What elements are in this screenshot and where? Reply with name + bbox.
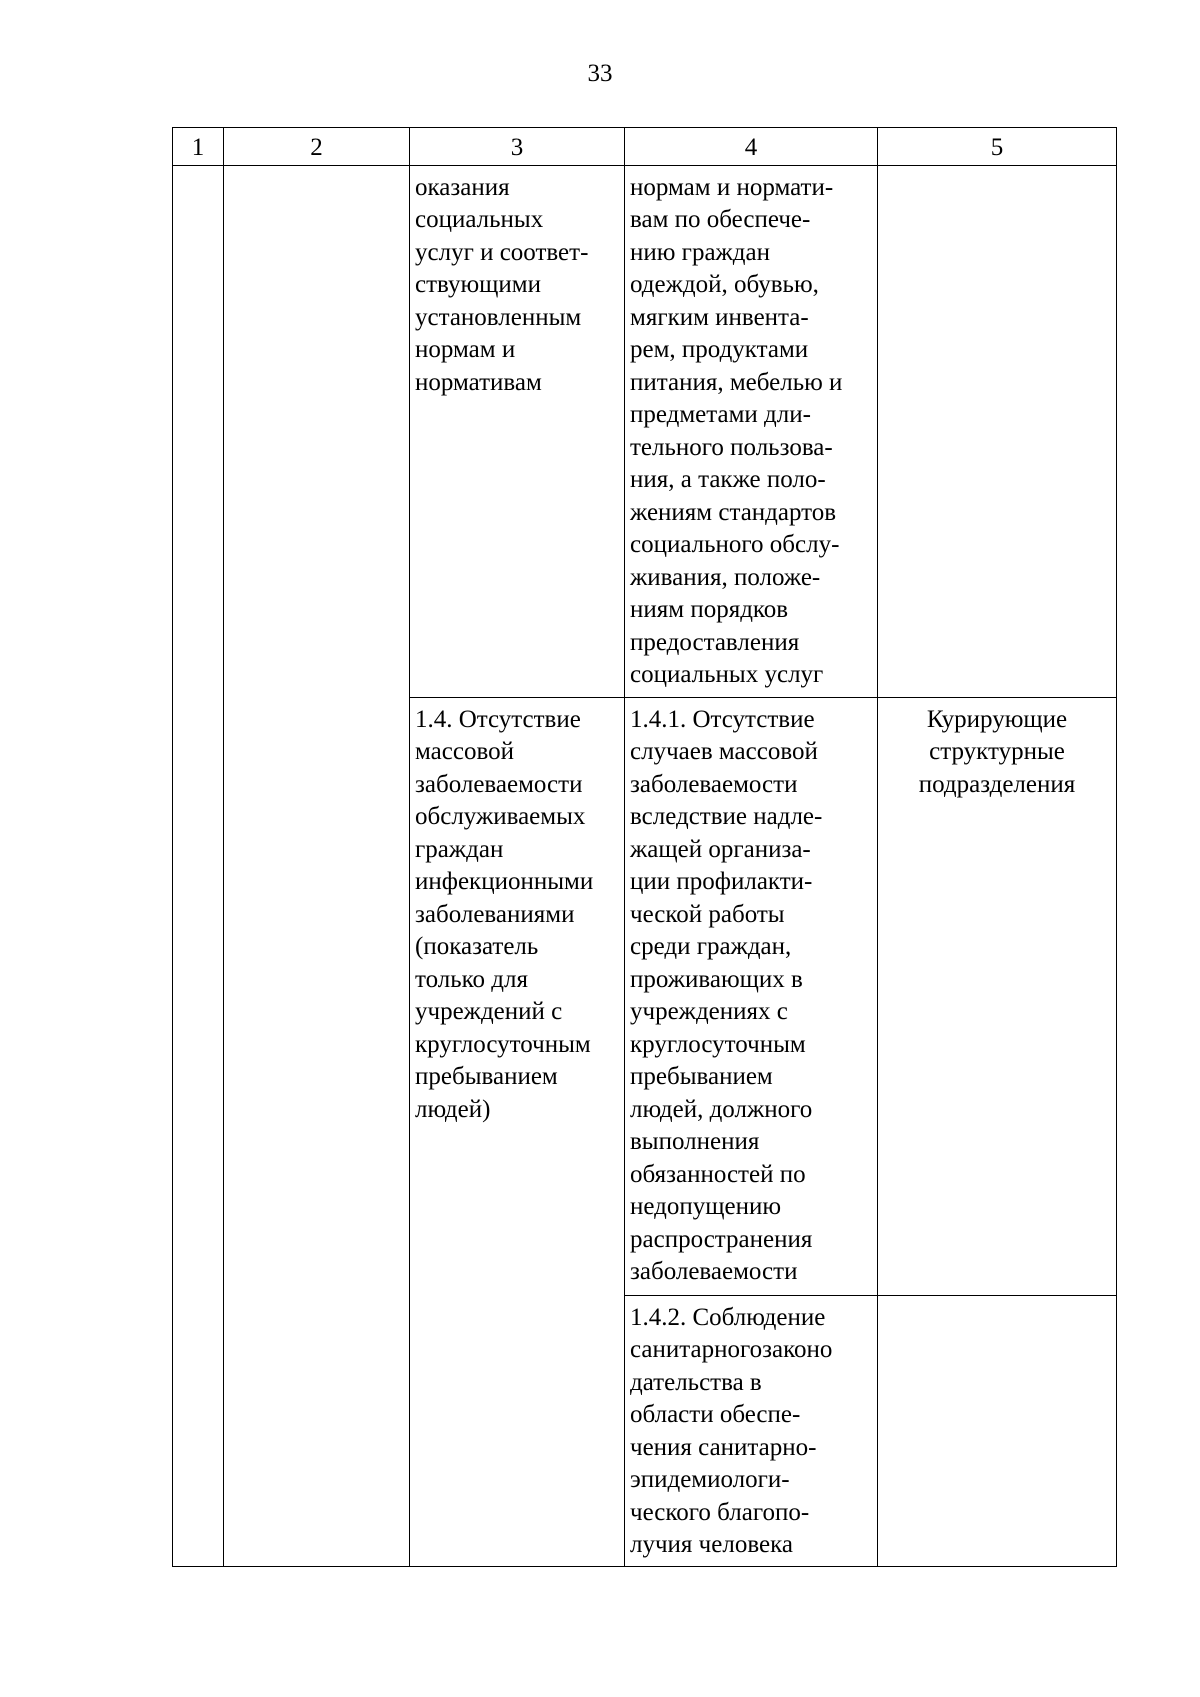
- criterion-1-4-cell: 1.4. Отсутствие массовой заболеваемости обслуживаемых граждан инфекционными заболеваниями (показатель только для учреждений с круглосуточным пребыванием людей): [410, 697, 625, 1566]
- criterion-continuation-cell: оказания социальных услуг и соответ- ствующими установленным нормам и нормативам: [410, 165, 625, 697]
- header-col-4: 4: [625, 128, 878, 166]
- indicator-1-4-1-cell: 1.4.1. Отсутствие случаев массовой заболеваемости вследствие надле- жащей организа- ции профилакти- ческой работы среди граждан, проживающих в учреждениях с круглосуточным пребыванием людей, должного выполнения обязанностей по недопущению распространения заболеваемости: [625, 697, 878, 1295]
- col2-cell: [224, 165, 410, 1566]
- indicator-continuation-cell: нормам и нормати- вам по обеспече- нию граждан одеждой, обувью, мягким инвента- рем, продуктами питания, мебелью и предметами дли- тельного пользова- ния, а также поло- жениям стандартов социального обслу- живания, положе- ниям порядков предоставления социальных услуг: [625, 165, 878, 697]
- table-header-row: [173, 128, 1117, 166]
- header-col-5: 5: [878, 128, 1117, 166]
- document-table: [172, 127, 1117, 1567]
- indicator-1-4-2-cell: 1.4.2. Соблюдение санитарногозаконо дательства в области обеспе- чения санитарно- эпидемиологи- ческого благопо- лучия человека: [625, 1295, 878, 1566]
- table-row: [173, 165, 1117, 697]
- header-col-2: 2: [224, 128, 410, 166]
- responsible-cell: [878, 165, 1117, 697]
- col1-cell: [173, 165, 224, 1566]
- responsible-units-cell: Курирующие структурные подразделения: [878, 697, 1117, 1295]
- header-col-3: 3: [410, 128, 625, 166]
- responsible-cell-empty: [878, 1295, 1117, 1566]
- header-col-1: 1: [173, 128, 224, 166]
- page-number: 33: [587, 60, 613, 87]
